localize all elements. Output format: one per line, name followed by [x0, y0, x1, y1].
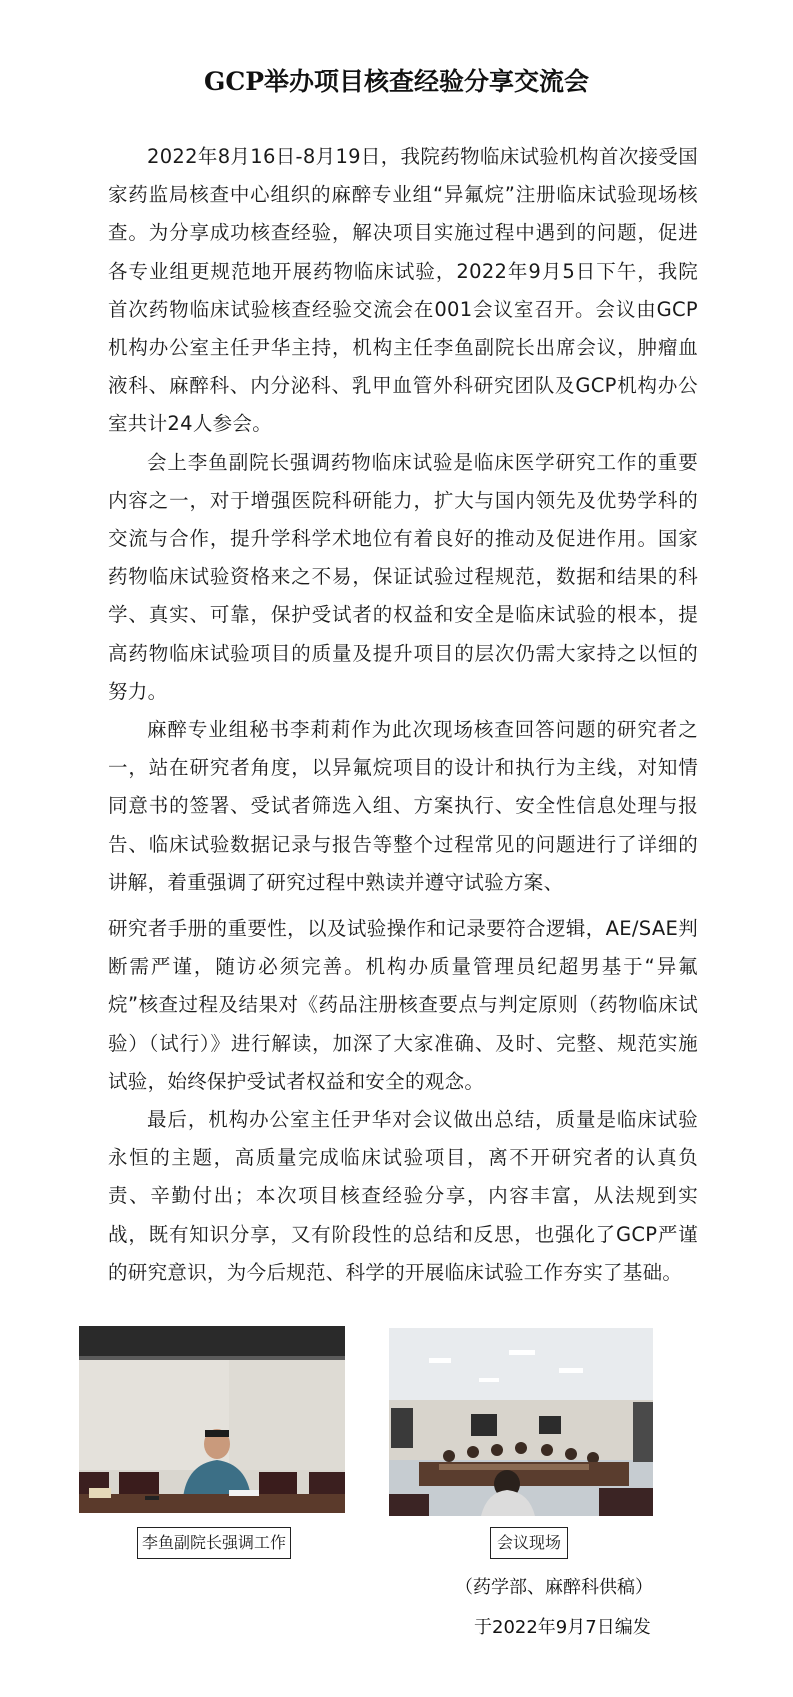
photo-vice-president-speaking [79, 1326, 345, 1513]
paragraph-3-continued: 研究者手册的重要性，以及试验操作和记录要符合逻辑，AE/SAE判断需严谨，随访必须完善。机构办质量管理员纪超男基于“异氟烷”核查过程及结果对《药品注册核查要点与判定原则（药物临床试验）（试行）》进行解读，加深了大家准确、及时、完整、规范实施试验，始终保护受试者权益和安全的观念。 [108, 917, 698, 1093]
contributor-credit: （药学部、麻醉科供稿） [455, 1577, 653, 1598]
photo-illustration [79, 1326, 345, 1513]
photo-illustration [389, 1328, 653, 1516]
publish-date: 于2022年9月7日编发 [474, 1617, 651, 1638]
caption-right-photo: 会议现场 [490, 1527, 568, 1559]
paragraph-1: 2022年8月16日-8月19日，我院药物临床试验机构首次接受国家药监局核查中心组织的麻醉专业组“异氟烷”注册临床试验现场核查。为分享成功核查经验，解决项目实施过程中遇到的问题，促进各专业组更规范地开展药物临床试验，2022年9月5日下午，我院首次药物临床试验核查经验交流会在001会议室召开。会议由GCP机构办公室主任尹华主持，机构主任李鱼副院长出席会议，肿瘤血液科、麻醉科、内分泌科、乳甲血管外科研究团队及GCP机构办公室共计24人参会。 [108, 145, 698, 436]
paragraph-4: 最后，机构办公室主任尹华对会议做出总结，质量是临床试验永恒的主题，高质量完成临床试验项目，离不开研究者的认真负责、辛勤付出；本次项目核查经验分享，内容丰富，从法规到实战，既有知识分享，又有阶段性的总结和反思，也强化了GCP严谨的研究意识，为今后规范、科学的开展临床试验工作夯实了基础。 [108, 1108, 698, 1284]
photo-meeting-scene [389, 1328, 653, 1516]
caption-left-photo: 李鱼副院长强调工作 [137, 1527, 291, 1559]
paragraph-3: 麻醉专业组秘书李莉莉作为此次现场核查回答问题的研究者之一，站在研究者角度，以异氟烷项目的设计和执行为主线，对知情同意书的签署、受试者筛选入组、方案执行、安全性信息处理与报告、临床试验数据记录与报告等整个过程常见的问题进行了详细的讲解，着重强调了研究过程中熟读并遵守试验方案、 [108, 718, 698, 894]
paragraph-2: 会上李鱼副院长强调药物临床试验是临床医学研究工作的重要内容之一，对于增强医院科研能力，扩大与国内领先及优势学科的交流与合作，提升学科学术地位有着良好的推动及促进作用。国家药物临床试验资格来之不易，保证试验过程规范，数据和结果的科学、真实、可靠，保护受试者的权益和安全是临床试验的根本，提高药物临床试验项目的质量及提升项目的层次仍需大家持之以恒的努力。 [108, 450, 698, 703]
article-title: GCP举办项目核查经验分享交流会 [203, 67, 590, 96]
article-body [108, 138, 698, 1292]
